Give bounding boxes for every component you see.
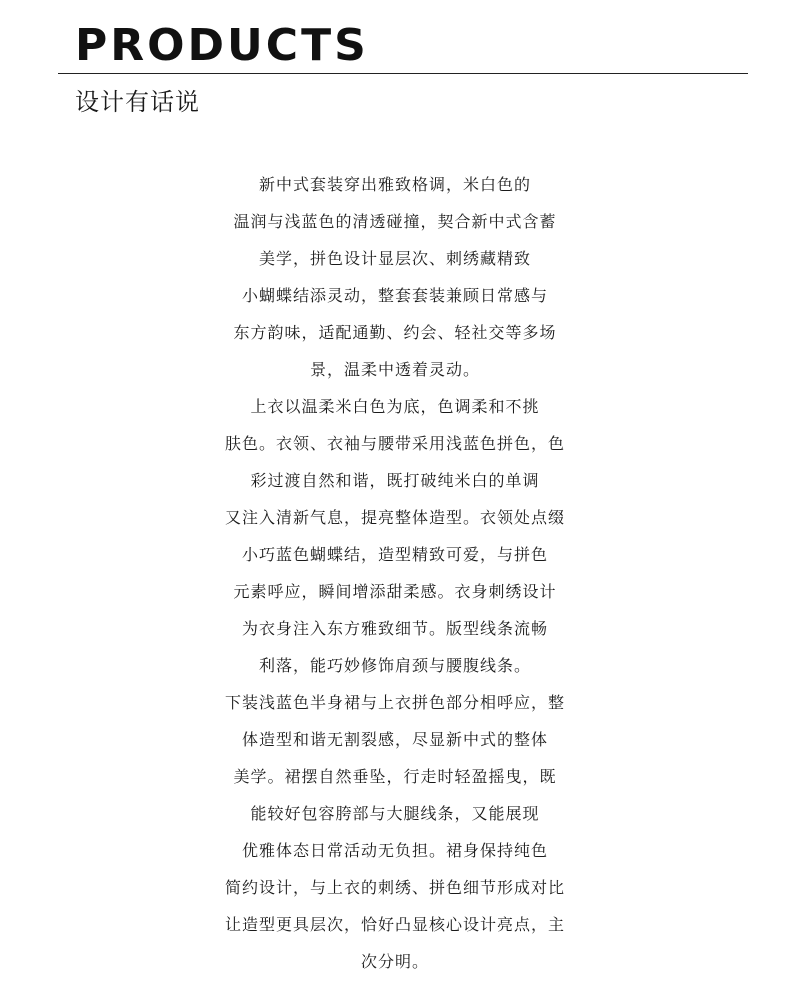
text-line: 利落，能巧妙修饰肩颈与腰腹线条。: [258, 656, 531, 675]
text-line: 体造型和谐无割裂感，尽显新中式的整体: [241, 730, 548, 749]
header-divider: [58, 73, 748, 74]
text-line: 简约设计，与上衣的刺绣、拼色细节形成对比: [224, 878, 565, 897]
page-title: PRODUCTS: [75, 20, 369, 71]
text-line: 美学。裙摆自然垂坠，行走时轻盈摇曳，既: [233, 767, 557, 786]
text-line: 为衣身注入东方雅致细节。版型线条流畅: [241, 619, 548, 638]
text-line: 温润与浅蓝色的清透碰撞，契合新中式含蓄: [233, 212, 557, 231]
section-subtitle: 设计有话说: [75, 88, 200, 116]
text-line: 景，温柔中透着灵动。: [309, 360, 480, 379]
text-line: 新中式套装穿出雅致格调，米白色的: [258, 175, 531, 194]
text-line: 上衣以温柔米白色为底，色调柔和不挑: [250, 397, 540, 416]
page-header: [0, 0, 790, 130]
text-line: 让造型更具层次，恰好凸显核心设计亮点，主: [224, 915, 565, 934]
text-line: 美学，拼色设计显层次、刺绣藏精致: [258, 249, 531, 268]
text-line: 优雅体态日常活动无负担。裙身保持纯色: [241, 841, 548, 860]
text-line: 次分明。: [360, 952, 429, 971]
text-line: 东方韵味，适配通勤、约会、轻社交等多场: [233, 323, 557, 342]
text-line: 又注入清新气息，提亮整体造型。衣领处点缀: [224, 508, 565, 527]
text-line: 小蝴蝶结添灵动，整套套装兼顾日常感与: [241, 286, 548, 305]
text-line: 肤色。衣领、衣袖与腰带采用浅蓝色拼色，色: [224, 434, 565, 453]
text-line: 能较好包容胯部与大腿线条，又能展现: [250, 804, 540, 823]
text-line: 彩过渡自然和谐，既打破纯米白的单调: [250, 471, 540, 490]
text-line: 元素呼应，瞬间增添甜柔感。衣身刺绣设计: [233, 582, 557, 601]
description-text: [0, 166, 790, 980]
text-line: 下装浅蓝色半身裙与上衣拼色部分相呼应，整: [224, 693, 565, 712]
text-line: 小巧蓝色蝴蝶结，造型精致可爱，与拼色: [241, 545, 548, 564]
